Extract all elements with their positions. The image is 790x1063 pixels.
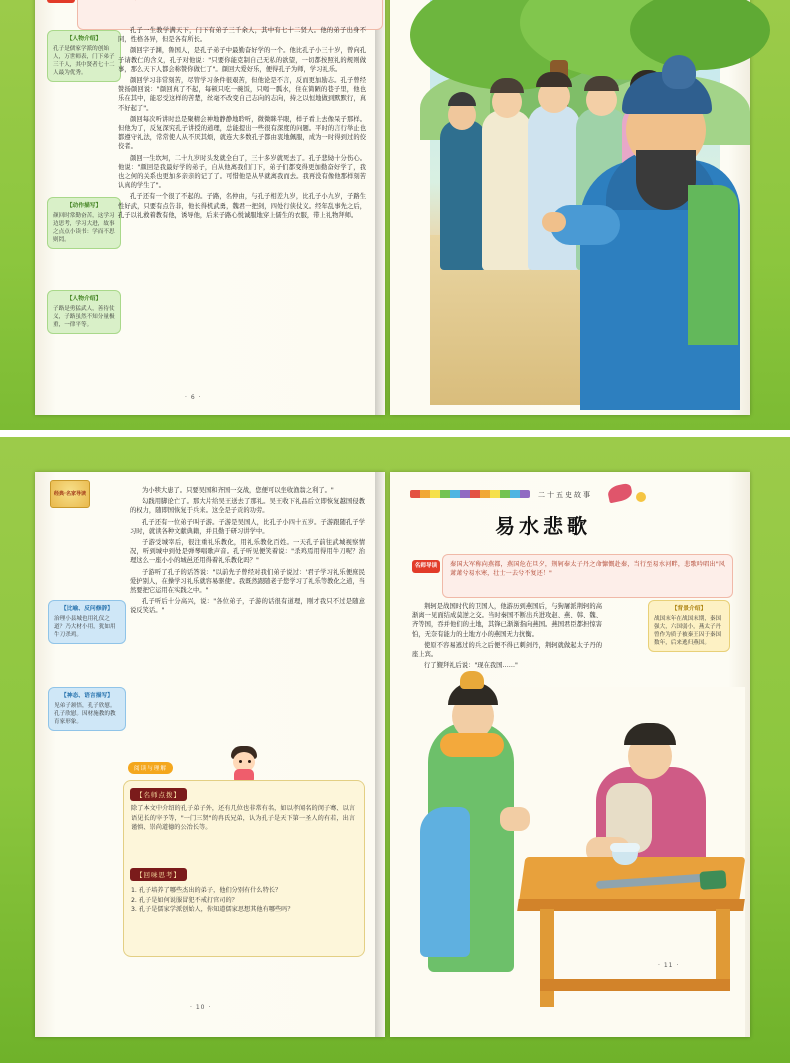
- bottom-right-body: [412, 602, 602, 672]
- bottom-spread-green-frame: [0, 437, 790, 1063]
- paragraph: 颜回字子渊，鲁国人，是孔子弟子中最勤奋好学的一个。他比孔子小三十岁，曾向孔子请教仁的含义，孔子对他说："只要你能克制自己无私的欲望，一切都按照礼的规则做事，那么天下人都会称赞你做仁了"。颜回大爱好乐，便得孔子为师，学习礼乐。: [118, 47, 366, 73]
- side-note-text: 孔子是儒家学派的创始人，万世师表，门下弟子三千人，其中贤者七十二人最为优秀。: [53, 46, 115, 76]
- page-spine: [375, 0, 385, 415]
- side-note-title: 【人物介绍】: [66, 296, 102, 302]
- left-page-body: [118, 26, 366, 222]
- confucius-illustration: [430, 0, 720, 405]
- side-note-title: 【背景介绍】: [671, 606, 707, 612]
- paragraph: 使原不容易逃过的兵之后便不得已刺剑丹，荆轲就做起太子丹的座上宾。: [412, 641, 602, 659]
- side-note-1: [47, 30, 121, 82]
- paragraph: 颜回一生坎坷，二十九岁时头发就全白了，三十多岁就死去了。孔子悲恸十分伤心。他说："颜回是我最好学的弟子，自从他离我们门下，弟子们都变得更加勤奋好学了，我也之何的关系也更加多亲亲的记了了。可惜他是从早就离我而去。我再没有像他那样刻苦认真的学生了"。: [118, 154, 366, 190]
- paragraph: 勾践用脚论亡了。那大片给吴王送去了那礼。吴王收下礼品后立即恢复越国侵教的权力，随即国恢复于兵来。这全是子贡的功劳。: [130, 498, 365, 515]
- bottom-left-page: [35, 472, 385, 1037]
- red-guide-tag: [47, 0, 75, 3]
- side-note-title: 【人物介绍】: [66, 36, 102, 42]
- girl-mascot-icon: [227, 744, 261, 782]
- page-number: · 10 ·: [190, 1004, 212, 1011]
- side-note-4: [48, 600, 126, 644]
- side-note-text: 治理小县城也用礼仪之道？乃大材小用，犹如用牛刀杀鸡。: [54, 616, 116, 638]
- page-number: · 11 ·: [658, 962, 680, 969]
- side-note-2: [47, 197, 121, 249]
- bottom-left-body: [130, 486, 365, 618]
- jingke-illustration: [400, 687, 745, 1037]
- guide-banner: 秦国大军称向燕都，燕国危在旦夕，荆轲奉太子丹之命慷慨赴秦，当行至易水河畔，悲歌吟唱出"风萧萧兮易水寒，壮士一去兮不复还！": [442, 554, 733, 598]
- paragraph: 为小犊大患了。只要吴国和齐国一交战，您便可以坐收渔翁之利了。": [142, 487, 334, 494]
- bottom-right-page: [390, 472, 750, 1037]
- side-note-title: 【动作描写】: [66, 203, 102, 209]
- series-seal: [50, 480, 90, 508]
- paragraph: 行了觐拜礼后说："现在我国……": [424, 662, 518, 670]
- side-note-text: 战国末年在战国末期，秦国强大，六国弱小，燕太子丹曾作为质子被秦王囚于秦国数年，后来逃归燕国。: [654, 616, 722, 646]
- paragraph: 孔子还有一个很了不起的。子路，名仲由，与孔子相差九岁，比孔子小九岁，子路生性好武，只要有点告非，他长得机武勇，魏君一把剑，四处行侠仗义。经年乱事先之后，孔子以礼救着教有他，诱导他，后来子路心悦诚服地穿上儒生的衣服，带上礼物拜师。: [118, 193, 366, 219]
- side-note-title: 【神态、语言描写】: [60, 693, 114, 699]
- paragraph: 子游受城宰后，很注重礼乐教化，用礼乐教化百姓。一天孔子前往武城视察情况，听到城中到处是弹琴唱歌声音。孔子听见便笑着说："杀鸡焉用得用牛刀呢？治理这么一座小小的城邑还用得着礼乐教化吗？": [130, 539, 365, 565]
- teacher-tips-heading: 【名师点拨】: [130, 788, 187, 801]
- review-item: 2. 孔子是如何说服冒犯不戒打官司的？: [131, 896, 238, 904]
- background-note: [648, 600, 730, 652]
- seal-text: 经典·名家导读: [54, 491, 86, 497]
- review-heading: 【回味思考】: [130, 868, 187, 881]
- page-number: · 6 ·: [185, 394, 202, 401]
- top-spread-green-frame: [0, 0, 790, 430]
- teacher-tips-text: 除了本文中介绍的孔子弟子外，还有几位也非常有名，如以孝闻名的闵子骞、以言语见长的宰予等，"一门三贤"的冉氏兄弟，认为孔子是天下第一圣人的有若，出言谨慎、崇尚道德的公冶长等。: [131, 805, 355, 831]
- flower-icon: [636, 492, 646, 502]
- side-note-title: 【比喻、反问修辞】: [60, 606, 114, 612]
- top-left-page: [35, 0, 385, 415]
- red-guide-tag: 名师导读: [412, 560, 440, 573]
- paragraph: 子游听了孔子的话答说："以前先子曾经对我们弟子说过：'君子学习礼乐便庶民爱护别人，在操学习礼乐就容易驱使'。我既然跟随老子您学习了礼乐等教化之道，当然要把它运用在实践之中。": [130, 568, 365, 595]
- side-note-text: 见弟子颔悟，孔子欣慰。孔子欣慰。因材施教的教育家形象。: [54, 703, 116, 725]
- side-note-5: [48, 687, 126, 731]
- paragraph: 颜回学习非常刻苦，尽管学习条件很艰苦，但他论是不言，反而更加励志。孔子曾经赞扬颜回说："颜回真了不起，每顿只吃一碗饭，只喝一瓢水，住在简陋的巷子里，他也乐在其中，能忍受这样的苦楚，丝毫不改变自己志向的志向，持之以恒地做到默默行，真不好起了"。: [118, 77, 366, 112]
- review-questions: [131, 886, 355, 915]
- chapter-title: 易水悲歌: [495, 514, 591, 538]
- bird-icon: [607, 483, 634, 504]
- side-note-3: [47, 290, 121, 334]
- paragraph: 孔子听后十分高兴，说："各位弟子，子游的话很有道理，刚才我只不过是随意说反笑话。": [130, 598, 365, 615]
- rainbow-divider: [410, 490, 530, 498]
- page-spine: [375, 472, 385, 1037]
- reading-comprehension-tag: 阅读与理解: [128, 762, 173, 774]
- paragraph: 颜回每次听讲时总是聚精会神地静静地聆听，微微眯半眼，样子看上去像呆子那样。但他为了，反复深究孔子讲授的道理，总能提出一些很有深度的问题。平时的言行举止也都遵守礼法，常常使人从不厌其烦，就连大多数孔子都由衷地佩服，成为一时得到过的佼佼者。: [118, 115, 366, 151]
- paragraph: 孔子一生教学满天下，门下有弟子三千余人，其中有七十二贤人。他的弟子出身不同，性格各异，但是各有所长。: [118, 27, 366, 44]
- paragraph: 孔子还有一位弟子叫子游。子游是吴国人，比孔子小四十五岁。子游跟随孔子学习时，就读各种文献典籍，并且勤于研习讲学中。: [130, 518, 365, 535]
- series-label: 二十五史故事: [538, 491, 592, 499]
- spread-gutter: [0, 430, 790, 437]
- review-item: 1. 孔子培养了哪些杰出的弟子，他们分别有什么特长？: [131, 887, 282, 894]
- side-note-text: 子路是勇猛武人，善待仗义，子路虽然不知分量极重，一律平等。: [53, 306, 115, 328]
- top-right-page: [390, 0, 750, 415]
- review-item: 3. 孔子是儒家学派创始人，你知道儒家思想其他有哪些吗？: [131, 906, 294, 913]
- side-note-text: 颜回时常勤奋苦，这学习边思考，学习大进，故事之点点小读书：学而不思则罔。: [53, 213, 115, 243]
- paragraph: 荆轲是战国时代的卫国人，他游历到燕国后，与狗屠派荆轲的高渐离一见面结成莫逆之交。当时秦国不断出兵进攻赵、燕、韩、魏、齐等国，吞并他们的土地，其锋已渐渐指向燕国。燕国君臣都担惊害怕，无奈有能力的土地方小的燕国无力抗衡。: [412, 603, 602, 638]
